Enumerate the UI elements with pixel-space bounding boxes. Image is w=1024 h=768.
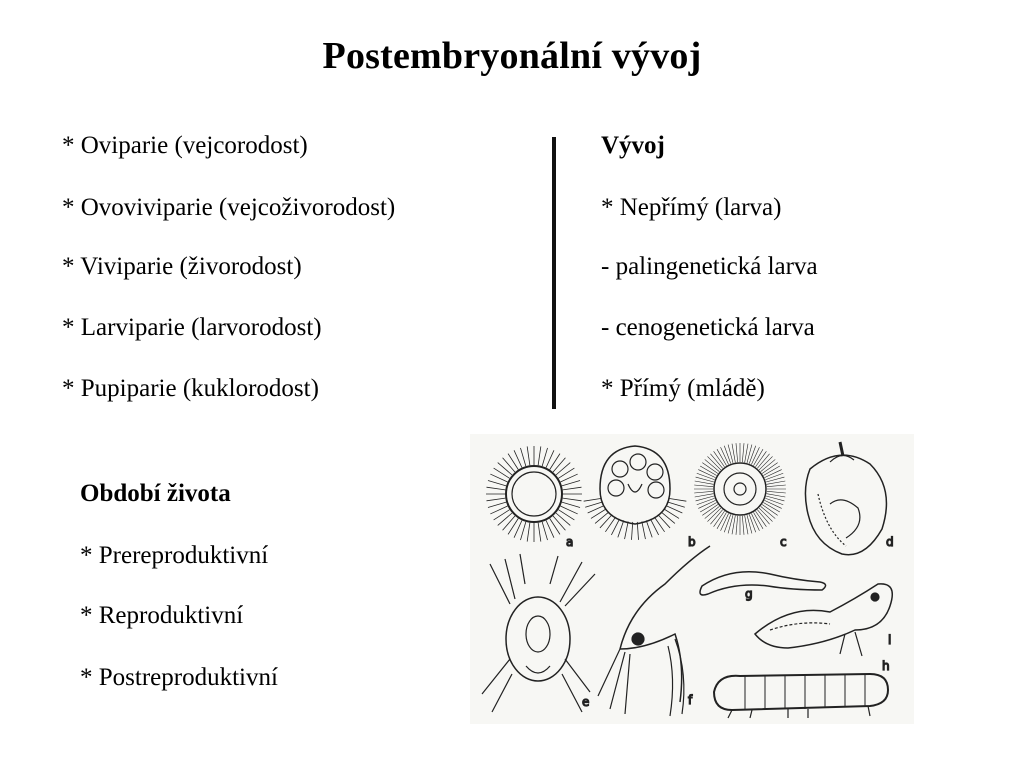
larva-a-drawing [486,446,582,542]
larva-b-drawing [584,446,687,540]
figure-label-b: b [688,535,696,549]
page-title: Postembryonální vývoj [322,35,702,77]
figure-label-d: d [886,535,894,549]
larva-e-drawing [482,554,595,712]
figure-label-e: e [582,695,590,709]
larva-d-drawing [805,442,886,555]
list-item: * Reproduktivní [80,602,244,629]
list-item: * Postreproduktivní [80,664,278,691]
list-item: * Přímý (mládě) [601,375,765,402]
figure-label-f: f [688,693,693,707]
figure-label-i: i [888,633,892,647]
vertical-divider [552,137,556,409]
list-item: * Ovoviviparie (vejcoživorodost) [62,194,396,221]
life-periods-heading: Období života [80,480,231,507]
larva-g-drawing [700,572,826,595]
figure-label-h: h [882,659,890,673]
list-item: * Nepřímý (larva) [601,194,782,221]
figure-label-g: g [745,587,753,601]
list-item: - palingenetická larva [601,253,818,280]
larvae-illustration [470,434,914,724]
figure-label-a: a [566,535,574,549]
list-item: * Pupiparie (kuklorodost) [62,375,319,402]
larva-h-drawing [714,674,888,718]
development-heading: Vývoj [601,132,665,159]
list-item: * Prereproduktivní [80,542,269,569]
larva-f-drawing [598,546,710,716]
list-item: * Viviparie (živorodost) [62,253,302,280]
figure-label-c: c [780,535,787,549]
list-item: * Oviparie (vejcorodost) [62,132,308,159]
list-item: * Larviparie (larvorodost) [62,314,322,341]
list-item: - cenogenetická larva [601,314,815,341]
larva-c-drawing [694,443,786,535]
larva-i-drawing [755,584,892,656]
